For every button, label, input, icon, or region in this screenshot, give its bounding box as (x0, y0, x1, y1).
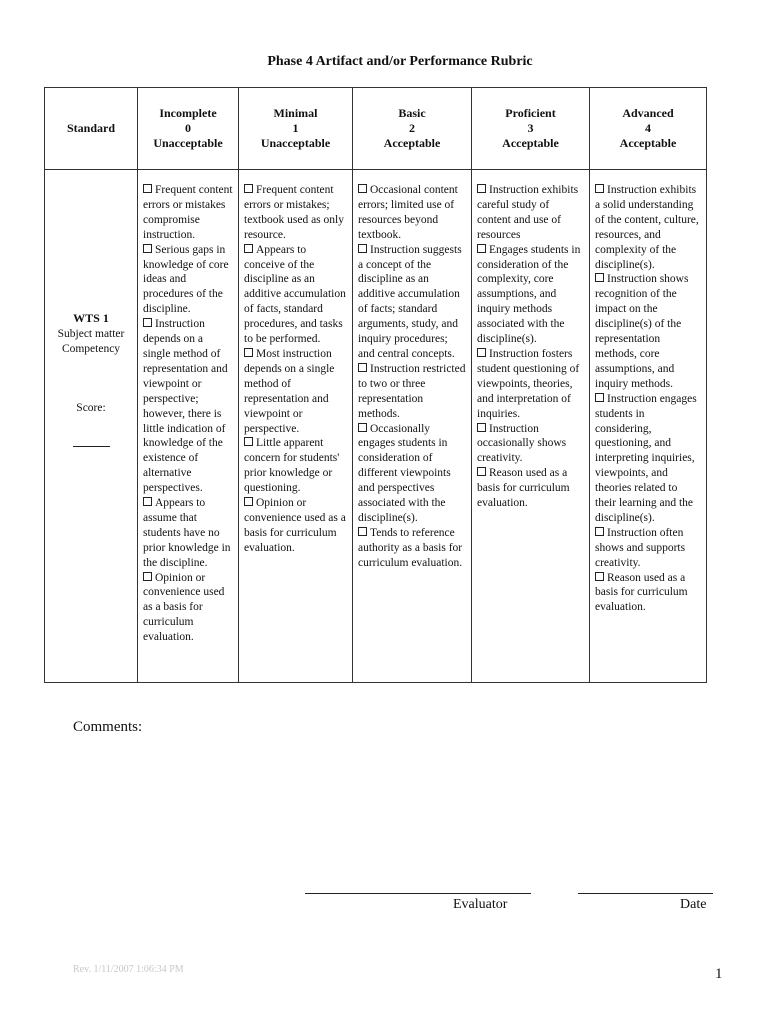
header-row (45, 88, 707, 170)
criterion-text: Instruction fosters student questioning of viewpoints, theories, and interpretation of inquiries. (477, 347, 580, 420)
cell-minimal (239, 170, 353, 683)
criterion-item (244, 183, 347, 243)
criterion-item (143, 496, 233, 571)
evaluator-label: Evaluator (453, 897, 508, 912)
checkbox-icon[interactable] (595, 393, 604, 402)
header-level-rating: Acceptable (619, 136, 677, 150)
criterion-text: Occasional content errors; limited use of resources beyond textbook. (358, 184, 458, 241)
criterion-item (244, 436, 347, 496)
criterion-item (477, 183, 584, 243)
rubric-table (44, 87, 707, 683)
checkbox-icon[interactable] (595, 273, 604, 282)
criterion-item (358, 183, 466, 243)
checkbox-icon[interactable] (477, 467, 486, 476)
header-basic (353, 88, 472, 170)
criterion-item (143, 243, 233, 318)
criterion-item (595, 571, 701, 616)
header-level-score: 2 (409, 121, 415, 135)
header-level-name: Incomplete (159, 106, 217, 120)
criterion-text: Reason used as a basis for curriculum evaluation. (477, 467, 570, 510)
criterion-item (358, 362, 466, 422)
criterion-item (244, 347, 347, 436)
criterion-item (595, 183, 701, 272)
criterion-text: Appears to conceive of the discipline as an additive accumulation of facts, standard procedures, and tasks to be performed. (244, 243, 346, 346)
criterion-text: Instruction suggests a concept of the discipline as an additive accumulation of facts; standard arguments, study, and inquiry procedures; and central concepts. (358, 243, 462, 360)
criterion-item (358, 526, 466, 571)
header-level-name: Basic (398, 106, 426, 120)
criterion-text: Instruction often shows and supports creativity. (595, 526, 686, 569)
criterion-text: Most instruction depends on a single method of representation and viewpoint or perspective. (244, 347, 335, 435)
criterion-item (477, 466, 584, 511)
comments-label: Comments: (73, 719, 143, 735)
evaluator-signature-line[interactable] (305, 892, 531, 894)
checkbox-icon[interactable] (358, 423, 367, 432)
criterion-text: Instruction exhibits careful study of content and use of resources (477, 184, 579, 241)
header-level-score: 1 (292, 121, 299, 135)
cell-incomplete (138, 170, 239, 683)
header-level-score: 0 (185, 121, 191, 135)
header-incomplete (138, 88, 239, 170)
header-level-rating: Acceptable (502, 136, 559, 150)
cell-basic (353, 170, 472, 683)
header-level-rating: Unacceptable (260, 136, 331, 150)
header-level-name: Proficient (505, 106, 556, 120)
criterion-text: Frequent content errors or mistakes compromise instruction. (143, 184, 233, 241)
checkbox-icon[interactable] (477, 184, 486, 193)
criterion-text: Instruction exhibits a solid understanding of the content, culture, resources, and complexity of the discipline(s). (595, 184, 699, 271)
checkbox-icon[interactable] (358, 184, 367, 193)
standard-name-line-2: Competency (61, 343, 121, 355)
checkbox-icon[interactable] (143, 318, 152, 327)
criterion-text: Opinion or convenience used as a basis for curriculum evaluation. (244, 497, 346, 554)
criterion-item (143, 183, 233, 243)
header-minimal (239, 88, 353, 170)
checkbox-icon[interactable] (358, 527, 367, 536)
criterion-item (477, 422, 584, 467)
criterion-text: Reason used as a basis for curriculum evaluation. (595, 571, 688, 614)
document-title: Phase 4 Artifact and/or Performance Rubric (267, 54, 533, 69)
header-level-name: Minimal (273, 106, 318, 120)
header-level-score: 3 (527, 121, 534, 135)
checkbox-icon[interactable] (244, 184, 253, 193)
criterion-item (358, 422, 466, 526)
checkbox-icon[interactable] (143, 572, 152, 581)
checkbox-icon[interactable] (477, 348, 486, 357)
score-blank[interactable] (73, 436, 110, 447)
header-level-rating: Acceptable (383, 136, 441, 150)
criterion-item (595, 272, 701, 391)
checkbox-icon[interactable] (477, 423, 486, 432)
checkbox-icon[interactable] (143, 244, 152, 253)
criterion-item (595, 392, 701, 526)
checkbox-icon[interactable] (244, 497, 253, 506)
criterion-text: Instruction shows recognition of the impact on the discipline(s) of the representation methods, core assumptions, and inquiry methods. (595, 273, 689, 390)
standard-name-line-1: Subject matter (57, 328, 125, 340)
checkbox-icon[interactable] (244, 437, 253, 446)
criteria-row (45, 170, 707, 683)
criterion-text: Instruction restricted to two or three representation methods. (358, 362, 466, 420)
date-signature-line[interactable] (578, 892, 713, 894)
checkbox-icon[interactable] (244, 244, 253, 253)
checkbox-icon[interactable] (595, 527, 604, 536)
criterion-text: Occasionally engages students in consideration of different viewpoints and perspectives associated with the discipline(s). (358, 422, 451, 524)
criterion-item (143, 317, 233, 496)
cell-proficient (472, 170, 590, 683)
standard-cell (45, 170, 138, 683)
criterion-text: Instruction occasionally shows creativity. (477, 422, 567, 465)
criterion-text: Serious gaps in knowledge of core ideas and procedures of the discipline. (143, 243, 229, 316)
checkbox-icon[interactable] (595, 184, 604, 193)
criterion-text: Little apparent concern for students' prior knowledge or questioning. (244, 437, 340, 495)
header-level-name: Advanced (622, 106, 674, 120)
criterion-text: Opinion or convenience used as a basis for curriculum evaluation. (143, 571, 225, 644)
criterion-text: Tends to reference authority as a basis for curriculum evaluation. (358, 526, 463, 569)
criterion-item (143, 571, 233, 646)
cell-advanced (590, 170, 707, 683)
revision-footer: Rev. 1/11/2007 1:06:34 PM (73, 964, 184, 975)
criterion-item (244, 243, 347, 347)
header-proficient (472, 88, 590, 170)
standard-code: WTS 1 (73, 311, 109, 325)
header-standard (45, 88, 138, 170)
criterion-text: Appears to assume that students have no prior knowledge in the discipline. (143, 497, 231, 569)
criterion-item (244, 496, 347, 556)
criterion-item (477, 243, 584, 347)
criterion-text: Instruction engages students in considering, questioning, and interpreting inquiries, viewpoints, and theories related to their learning and the discipline(s). (595, 392, 697, 524)
criterion-item (358, 243, 466, 362)
checkbox-icon[interactable] (358, 363, 367, 372)
criterion-item (595, 526, 701, 571)
checkbox-icon[interactable] (477, 244, 486, 253)
header-label: Standard (66, 121, 116, 135)
checkbox-icon[interactable] (143, 184, 152, 193)
checkbox-icon[interactable] (358, 244, 367, 253)
criterion-text: Instruction depends on a single method of representation and viewpoint or perspective; however, there is little indication of knowledge of the existence of alternative perspectives. (143, 318, 228, 495)
criterion-text: Engages students in consideration of the complexity, core assumptions, and inquiry methods associated with the discipline(s). (477, 243, 581, 346)
checkbox-icon[interactable] (595, 572, 604, 581)
page-number: 1 (715, 966, 723, 982)
criterion-item (477, 347, 584, 422)
header-level-rating: Unacceptable (153, 136, 223, 150)
header-advanced (590, 88, 707, 170)
date-label: Date (680, 897, 707, 912)
score-label: Score: (76, 402, 106, 414)
checkbox-icon[interactable] (244, 348, 253, 357)
header-level-score: 4 (645, 121, 651, 135)
checkbox-icon[interactable] (143, 497, 152, 506)
criterion-text: Frequent content errors or mistakes; textbook used as only resource. (244, 184, 344, 241)
